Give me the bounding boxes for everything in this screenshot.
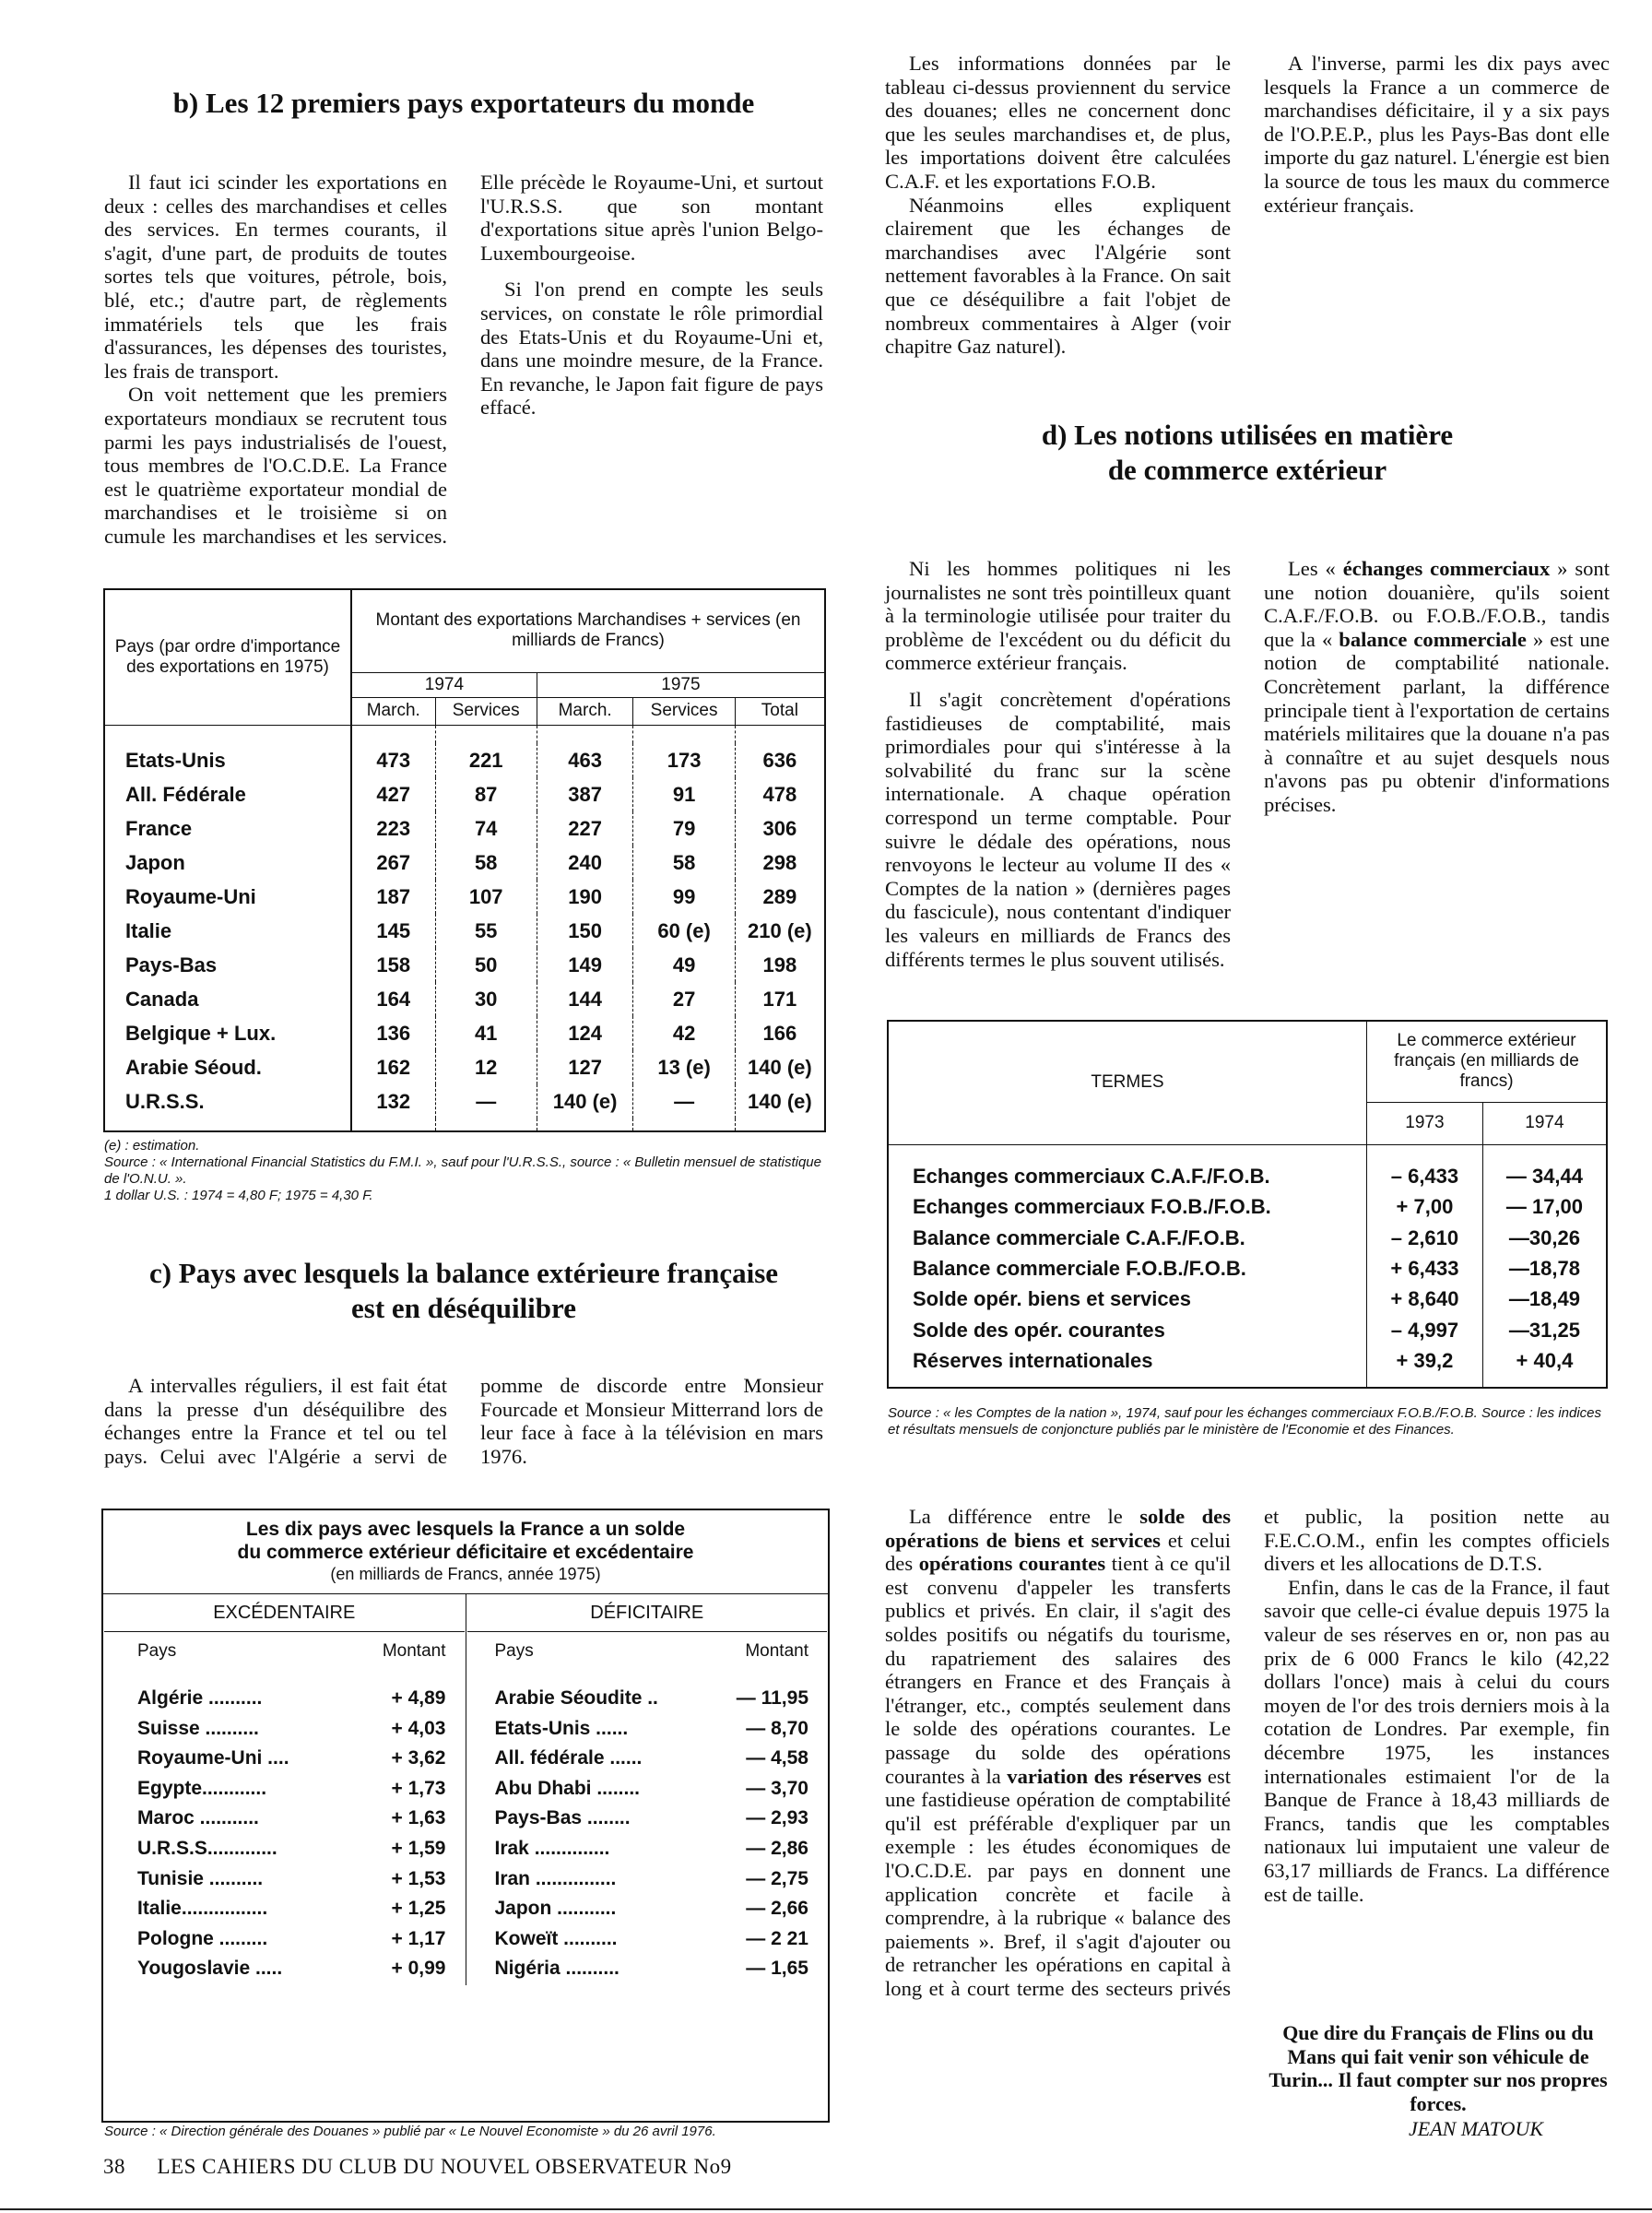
- value-cell: —18,49: [1482, 1284, 1607, 1315]
- country-cell: Japon ...........: [494, 1898, 617, 1920]
- term-cell: Balance commerciale C.A.F./F.O.B.: [913, 1225, 1245, 1249]
- list-item: [467, 1894, 828, 1924]
- value-cell: + 1,63: [391, 1807, 446, 1829]
- country-cell: Etats-Unis ......: [494, 1717, 629, 1739]
- value-cell: — 11,95: [736, 1687, 808, 1709]
- value-cell: – 4,997: [1367, 1315, 1483, 1345]
- term-operations-courantes: opérations courantes: [918, 1552, 1106, 1576]
- value-cell: + 7,00: [1367, 1191, 1483, 1222]
- country-cell: Algérie ..........: [137, 1687, 263, 1709]
- table-row: [104, 811, 825, 846]
- table-row: [888, 1161, 1607, 1191]
- value-cell: — 4,58: [746, 1747, 808, 1769]
- value-cell: 221: [435, 743, 537, 777]
- value-cell: + 6,433: [1367, 1253, 1483, 1284]
- list-item: [104, 1774, 465, 1805]
- right-top-body: [885, 52, 1610, 365]
- author-signature: JEAN MATOUK: [1409, 2117, 1544, 2140]
- deficit-surplus-table: [101, 1509, 830, 2123]
- country-cell: Iran ...............: [494, 1867, 617, 1889]
- value-cell: 267: [351, 846, 435, 880]
- section-c-title-line-1: c) Pays avec lesquels la balance extérieure française: [148, 1257, 779, 1289]
- country-cell: Arabie Séoudite ..: [494, 1687, 658, 1709]
- table-row: [888, 1346, 1607, 1377]
- value-cell: 58: [435, 846, 537, 880]
- table3-title-1: Les dix pays avec lesquels la France a un solde: [245, 1519, 686, 1540]
- value-cell: 58: [633, 846, 735, 880]
- section-b-paragraph-3: Si l'on prend en compte les seuls services, on constate le rôle primordial des Etats-Unis et du Royaume-Uni et, dans une moindre mesure, de la France. En revanche, le Japon fait figure de pays effacé.: [480, 278, 823, 420]
- section-c-paragraph-1: A intervalles réguliers, il est fait état dans la presse d'un déséquilibre des échanges entre la France et tel ou tel pays. Celui avec l'Algérie a servi de pomme de discorde entre Monsieur Fourcade et Monsieur Mitterrand lors de leur face à face à la télévision en mars 1976.: [104, 1374, 823, 1468]
- text-run: » est une notion de comptabilité nationale. Concrètement parlant, la différence principale tient à l'exportation de certains matériels militaires que la douane n'a pas à connaître et au sujet desquels nous n'avons pas pu obtenir d'informations précises.: [1264, 627, 1610, 816]
- country-cell: Belgique + Lux.: [104, 1016, 351, 1050]
- year-1973-header: 1973: [1367, 1102, 1483, 1144]
- value-cell: 127: [537, 1050, 633, 1084]
- year-1975-header: 1975: [537, 672, 825, 697]
- value-cell: —31,25: [1482, 1315, 1607, 1345]
- value-cell: 74: [435, 811, 537, 846]
- value-cell: + 39,2: [1367, 1346, 1483, 1377]
- table-row: [888, 1191, 1607, 1222]
- value-cell: 55: [435, 914, 537, 948]
- services-header: Services: [633, 697, 735, 725]
- value-cell: 427: [351, 777, 435, 811]
- text-run: Les «: [1288, 557, 1343, 580]
- section-c-title: [100, 1256, 828, 1326]
- value-cell: 50: [435, 948, 537, 982]
- montant-header: Montant: [745, 1641, 808, 1661]
- value-cell: 463: [537, 743, 633, 777]
- value-cell: — 3,70: [746, 1777, 808, 1799]
- value-cell: 158: [351, 948, 435, 982]
- country-cell: Japon: [104, 846, 351, 880]
- year-1974-header: 1974: [351, 672, 537, 697]
- table1-notes: [104, 1138, 832, 1204]
- text-run: et celui des: [885, 1528, 1231, 1576]
- table-row: [104, 1016, 825, 1050]
- value-cell: 12: [435, 1050, 537, 1084]
- value-cell: 210 (e): [735, 914, 825, 948]
- country-cell: Royaume-Uni ....: [137, 1747, 289, 1769]
- value-cell: – 2,610: [1367, 1223, 1483, 1253]
- value-cell: 145: [351, 914, 435, 948]
- value-cell: — 2,66: [746, 1898, 808, 1920]
- value-cell: 107: [435, 880, 537, 914]
- list-item: [467, 1774, 828, 1805]
- table-row: [104, 982, 825, 1016]
- value-cell: + 8,640: [1367, 1284, 1483, 1315]
- right-paragraph-2: Néanmoins elles expliquent clairement que les échanges de marchandises avec l'Algérie sont nettement favorables à la France. On sait que ce déséquilibre a fait l'objet de nombreux commentaires à Alger (voir chapitre Gaz naturel).: [885, 193, 1231, 359]
- march-header: March.: [351, 697, 435, 725]
- section-d-paragraph-1: Ni les hommes politiques ni les journalistes ne sont très pointilleux quant à la terminologie utilisée pour traiter du problème de l'excédent ou du déficit du commerce extérieur français.: [885, 557, 1231, 675]
- value-cell: — 2 21: [746, 1927, 808, 1949]
- value-cell: + 1,59: [391, 1837, 446, 1859]
- country-cell: France: [104, 811, 351, 846]
- value-cell: 140 (e): [735, 1050, 825, 1084]
- value-cell: + 4,03: [391, 1717, 446, 1739]
- country-cell: U.R.S.S.: [104, 1084, 351, 1118]
- section-d-body: [885, 557, 1610, 981]
- value-cell: 227: [537, 811, 633, 846]
- value-cell: 140 (e): [735, 1084, 825, 1118]
- value-cell: 473: [351, 743, 435, 777]
- section-d-paragraph-2: Il s'agit concrètement d'opérations fastidieuses de comptabilité, mais primordiales pour qui s'intéresse à la solvabilité du franc sur la scène internationale. A chaque opération correspond un terme comptable. Pour suivre le dédale des opérations, nous renvoyons le lecteur au volume II des « Comptes de la nation » (dernières pages du fascicule), nous contentant d'indiquer les valeurs en milliards de Francs des différents termes le plus souvent utilisés.: [885, 687, 1231, 971]
- value-cell: 150: [537, 914, 633, 948]
- text-run: La différence entre le: [909, 1505, 1140, 1528]
- term-echanges-commerciaux: échanges commerciaux: [1342, 557, 1551, 580]
- section-e-paragraph-2: Enfin, dans le cas de la France, il faut savoir que celle-ci évalue depuis 1975 la valeur de ses réserves en or, non pas au prix de 6 000 Francs le kilo (42,22 dollars l'once) mais à celui du cours moyen de l'or des trois derniers mois à la cotation de Londres. Par exemple, fin décembre 1975, les instances internationales estimaient l'or de la Banque de France à 18,43 milliards de Francs, tandis que les comptables nationaux lui imputaient une valeur de 63,17 milliards de Francs. La différence est de taille.: [1264, 1575, 1610, 1906]
- country-cell: Nigéria ..........: [494, 1958, 620, 1980]
- pays-header: Pays: [137, 1641, 177, 1661]
- services-header: Services: [435, 697, 537, 725]
- table2-group-header: Le commerce extérieur français (en milliards de francs): [1367, 1021, 1608, 1102]
- value-cell: 198: [735, 948, 825, 982]
- country-cell: Arabie Séoud.: [104, 1050, 351, 1084]
- table3-subtitle: (en milliards de Francs, année 1975): [330, 1565, 601, 1583]
- publication-title: LES CAHIERS DU CLUB DU NOUVEL OBSERVATEUR No9: [157, 2155, 732, 2178]
- table-row: [104, 880, 825, 914]
- country-cell: Maroc ...........: [137, 1807, 259, 1829]
- page-number: 38: [103, 2155, 125, 2178]
- section-e-body: [885, 1505, 1610, 2017]
- list-item: [104, 1954, 465, 1984]
- table3-header: [103, 1510, 828, 1594]
- list-item: [467, 1864, 828, 1895]
- right-paragraph-3: A l'inverse, parmi les dix pays avec lesquels la France a un commerce de marchandises déficitaire, il y a six pays de l'O.P.E.P., plus les Pays-Bas dont elle importe du gaz naturel. L'énergie est bien la source de tous les maux du commerce extérieur français.: [1264, 52, 1610, 217]
- term-variation-reserves: variation des réserves: [1007, 1764, 1202, 1788]
- list-item: [104, 1864, 465, 1895]
- deficitaire-column: [466, 1594, 828, 1985]
- country-cell: Egypte............: [137, 1777, 267, 1799]
- term-cell: Solde opér. biens et services: [913, 1287, 1192, 1311]
- text-run: » sont une notion douanière, qu'ils soient C.A.F./F.O.B. ou F.O.B./F.O.B., tandis que la «: [1264, 557, 1610, 651]
- value-cell: 289: [735, 880, 825, 914]
- value-cell: 240: [537, 846, 633, 880]
- value-cell: 124: [537, 1016, 633, 1050]
- table-row: [888, 1223, 1607, 1253]
- value-cell: — 34,44: [1482, 1161, 1607, 1191]
- value-cell: 144: [537, 982, 633, 1016]
- country-cell: Pays-Bas ........: [494, 1807, 631, 1829]
- excedentaire-column: [103, 1594, 466, 1985]
- montant-header: Montant: [382, 1641, 446, 1661]
- value-cell: 190: [537, 880, 633, 914]
- value-cell: 27: [633, 982, 735, 1016]
- value-cell: + 40,4: [1482, 1346, 1607, 1377]
- value-cell: 60 (e): [633, 914, 735, 948]
- year-1974-header: 1974: [1482, 1102, 1607, 1144]
- value-cell: 164: [351, 982, 435, 1016]
- estimation-note: (e) : estimation.: [104, 1138, 200, 1154]
- value-cell: —18,78: [1482, 1253, 1607, 1284]
- value-cell: 99: [633, 880, 735, 914]
- country-cell: U.R.S.S.............: [137, 1837, 277, 1859]
- section-b-body: [104, 171, 823, 567]
- value-cell: 136: [351, 1016, 435, 1050]
- value-cell: + 1,53: [391, 1867, 446, 1889]
- march-header: March.: [537, 697, 633, 725]
- value-cell: 171: [735, 982, 825, 1016]
- table-row: [888, 1253, 1607, 1284]
- value-cell: 173: [633, 743, 735, 777]
- deficitaire-header: DÉFICITAIRE: [467, 1595, 828, 1632]
- list-item: [104, 1804, 465, 1834]
- value-cell: + 0,99: [391, 1958, 446, 1980]
- value-cell: 162: [351, 1050, 435, 1084]
- country-cell: Irak ..............: [494, 1837, 610, 1859]
- termes-header: TERMES: [888, 1021, 1367, 1144]
- terms-table: [887, 1020, 1608, 1389]
- page-footer: [103, 2155, 732, 2179]
- dollar-rate-note: 1 dollar U.S. : 1974 = 4,80 F; 1975 = 4,30 F.: [104, 1188, 373, 1203]
- table2-source: Source : « les Comptes de la nation », 1974, sauf pour les échanges commerciaux F.O.B./F.O.B. Source : les indices et résultats mensuels de conjoncture publiés par le ministère de l'Economie et des Finances.: [888, 1405, 1602, 1438]
- country-cell: Koweït ..........: [494, 1927, 618, 1949]
- list-item: [104, 1924, 465, 1955]
- section-b-paragraph-2: On voit nettement que les premiers exportateurs mondiaux se recrutent tous parmi les pays industrialisés de l'ouest, tous membres de l'O.C.D.E. La France est le quatrième exportateur mondial de marchandises et le troisième si on cumule les marchandises et les services. Elle précède le Royaume-Uni, et surtout l'U.R.S.S. que son montant d'exportations situe après l'union Belgo-Luxembourgeoise.: [104, 171, 823, 548]
- table-row: [888, 1315, 1607, 1345]
- term-cell: Balance commerciale F.O.B./F.O.B.: [913, 1256, 1246, 1280]
- table-row: [104, 846, 825, 880]
- value-cell: 387: [537, 777, 633, 811]
- country-cell: Yougoslavie .....: [137, 1958, 283, 1980]
- value-cell: 132: [351, 1084, 435, 1118]
- value-cell: 42: [633, 1016, 735, 1050]
- list-item: [467, 1834, 828, 1864]
- value-cell: + 1,25: [391, 1898, 446, 1920]
- value-cell: 87: [435, 777, 537, 811]
- section-d-title-line-2: de commerce extérieur: [1107, 454, 1387, 486]
- value-cell: + 1,17: [391, 1927, 446, 1949]
- value-cell: + 3,62: [391, 1747, 446, 1769]
- col-country-header: Pays (par ordre d'importance des exportations en 1975): [104, 589, 351, 725]
- country-cell: Suisse ..........: [137, 1717, 259, 1739]
- value-cell: — 1,65: [746, 1958, 808, 1980]
- country-cell: Royaume-Uni: [104, 880, 351, 914]
- table1-source: Source : « International Financial Statistics du F.M.I. », sauf pour l'U.R.S.S., source : « Bulletin mensuel de statistique de l'O.N.U. ».: [104, 1154, 821, 1187]
- value-cell: 298: [735, 846, 825, 880]
- list-item: [104, 1714, 465, 1745]
- section-b-title: b) Les 12 premiers pays exportateurs du monde: [172, 87, 755, 119]
- pays-header: Pays: [494, 1641, 534, 1661]
- term-balance-commerciale: balance commerciale: [1339, 627, 1527, 651]
- list-item: [467, 1714, 828, 1745]
- country-cell: Tunisie ..........: [137, 1867, 264, 1889]
- term-cell: Echanges commerciaux C.A.F./F.O.B.: [913, 1164, 1270, 1188]
- excedentaire-header: EXCÉDENTAIRE: [104, 1595, 465, 1632]
- country-cell: Abu Dhabi ........: [494, 1777, 640, 1799]
- text-run: tient à ce qu'il est convenu d'appeler les transferts publics et privés. En clair, il s'agit des soldes positifs ou négatifs du tourisme, du rapatriement des salaires des étrangers en France et des Français à l'étranger, etc., comptés seulement dans le solde des opérations courantes. Le passage du solde des opérations courantes à la: [885, 1552, 1231, 1788]
- section-b-paragraph-1: Il faut ici scinder les exportations en deux : celles des marchandises et celles des services. En termes courants, il s'agit, d'une part, de produits de toutes sortes tels que voitures, pétrole, bois, blé, etc.; d'autre part, de règlements immatériels tels que les frais d'assurances, les dépenses des touristes, les frais de transport.: [104, 171, 447, 383]
- term-solde-biens-services: solde des opérations de biens et services: [885, 1505, 1232, 1552]
- country-cell: Pologne .........: [137, 1927, 268, 1949]
- value-cell: 140 (e): [537, 1084, 633, 1118]
- country-cell: Etats-Unis: [104, 743, 351, 777]
- value-cell: 13 (e): [633, 1050, 735, 1084]
- section-d-paragraph-3: [1264, 557, 1610, 817]
- value-cell: — 8,70: [746, 1717, 808, 1739]
- list-item: [467, 1744, 828, 1774]
- table-row: [104, 1050, 825, 1084]
- value-cell: —30,26: [1482, 1223, 1607, 1253]
- country-cell: Pays-Bas: [104, 948, 351, 982]
- text-run: est une fastidieuse opération de comptabilité qu'il est préférable d'expliquer par un exemple : les études économiques de l'O.C.D.E. par pays en donnent une application concrète et facile à comprendre, à la rubrique « balance des paiements ». Bref, il s'agit d'ajouter ou de retrancher les opérations en capital à long et à court terme des secteurs privés et public, la position nette au F.E.C.O.M., enfin les comptes officiels divers et les allocations de D.T.S.: [885, 1505, 1610, 2000]
- table-row: [104, 777, 825, 811]
- list-item: [467, 1954, 828, 1984]
- list-item: [467, 1924, 828, 1955]
- table3-source: Source : « Direction générale des Douanes » publié par « Le Nouvel Economiste » du 26 avril 1976.: [104, 2124, 716, 2139]
- value-cell: 30: [435, 982, 537, 1016]
- country-cell: Italie................: [137, 1898, 268, 1920]
- value-cell: —: [435, 1084, 537, 1118]
- term-cell: Réserves internationales: [913, 1349, 1153, 1373]
- term-cell: Echanges commerciaux F.O.B./F.O.B.: [913, 1195, 1271, 1219]
- section-d-title: [885, 418, 1610, 488]
- right-paragraph-1: Les informations données par le tableau ci-dessus proviennent du service des douanes; elles ne concernent donc que les seules marchandises et, de plus, les importations doivent être calculées C.A.F. et les exportations F.O.B.: [885, 52, 1231, 193]
- value-cell: 41: [435, 1016, 537, 1050]
- term-cell: Solde des opér. courantes: [913, 1318, 1165, 1342]
- value-cell: – 6,433: [1367, 1161, 1483, 1191]
- country-cell: All. Fédérale: [104, 777, 351, 811]
- col-group-header: Montant des exportations Marchandises + services (en milliards de Francs): [351, 589, 825, 672]
- value-cell: 166: [735, 1016, 825, 1050]
- list-item: [467, 1684, 828, 1714]
- bottom-rule: [0, 2208, 1652, 2210]
- value-cell: 306: [735, 811, 825, 846]
- value-cell: 91: [633, 777, 735, 811]
- table3-title-2: du commerce extérieur déficitaire et excédentaire: [237, 1542, 694, 1563]
- total-header: Total: [735, 697, 825, 725]
- value-cell: 49: [633, 948, 735, 982]
- table-row: [104, 948, 825, 982]
- list-item: [104, 1684, 465, 1714]
- value-cell: + 1,73: [391, 1777, 446, 1799]
- list-item: [104, 1744, 465, 1774]
- value-cell: 187: [351, 880, 435, 914]
- table-row: [888, 1284, 1607, 1315]
- value-cell: 636: [735, 743, 825, 777]
- value-cell: 478: [735, 777, 825, 811]
- list-item: [467, 1804, 828, 1834]
- value-cell: + 4,89: [391, 1687, 446, 1709]
- section-d-title-line-1: d) Les notions utilisées en matière: [1041, 419, 1454, 451]
- value-cell: 79: [633, 811, 735, 846]
- value-cell: — 2,93: [746, 1807, 808, 1829]
- table-row: [104, 914, 825, 948]
- value-cell: 149: [537, 948, 633, 982]
- country-cell: All. fédérale ......: [494, 1747, 643, 1769]
- list-item: [104, 1894, 465, 1924]
- section-c-title-line-2: est en déséquilibre: [351, 1292, 576, 1324]
- value-cell: — 2,86: [746, 1837, 808, 1859]
- list-item: [104, 1834, 465, 1864]
- country-cell: Italie: [104, 914, 351, 948]
- section-c-body: [104, 1374, 823, 1474]
- value-cell: — 2,75: [746, 1867, 808, 1889]
- closing-statement: Que dire du Français de Flins ou du Mans qui fait venir son véhicule de Turin... Il faut compter sur nos propres forces.: [1268, 2021, 1608, 2115]
- country-cell: Canada: [104, 982, 351, 1016]
- exporters-table: [103, 588, 826, 1132]
- table-row: [104, 1084, 825, 1118]
- value-cell: —: [633, 1084, 735, 1118]
- table-row: [104, 743, 825, 777]
- value-cell: 223: [351, 811, 435, 846]
- value-cell: — 17,00: [1482, 1191, 1607, 1222]
